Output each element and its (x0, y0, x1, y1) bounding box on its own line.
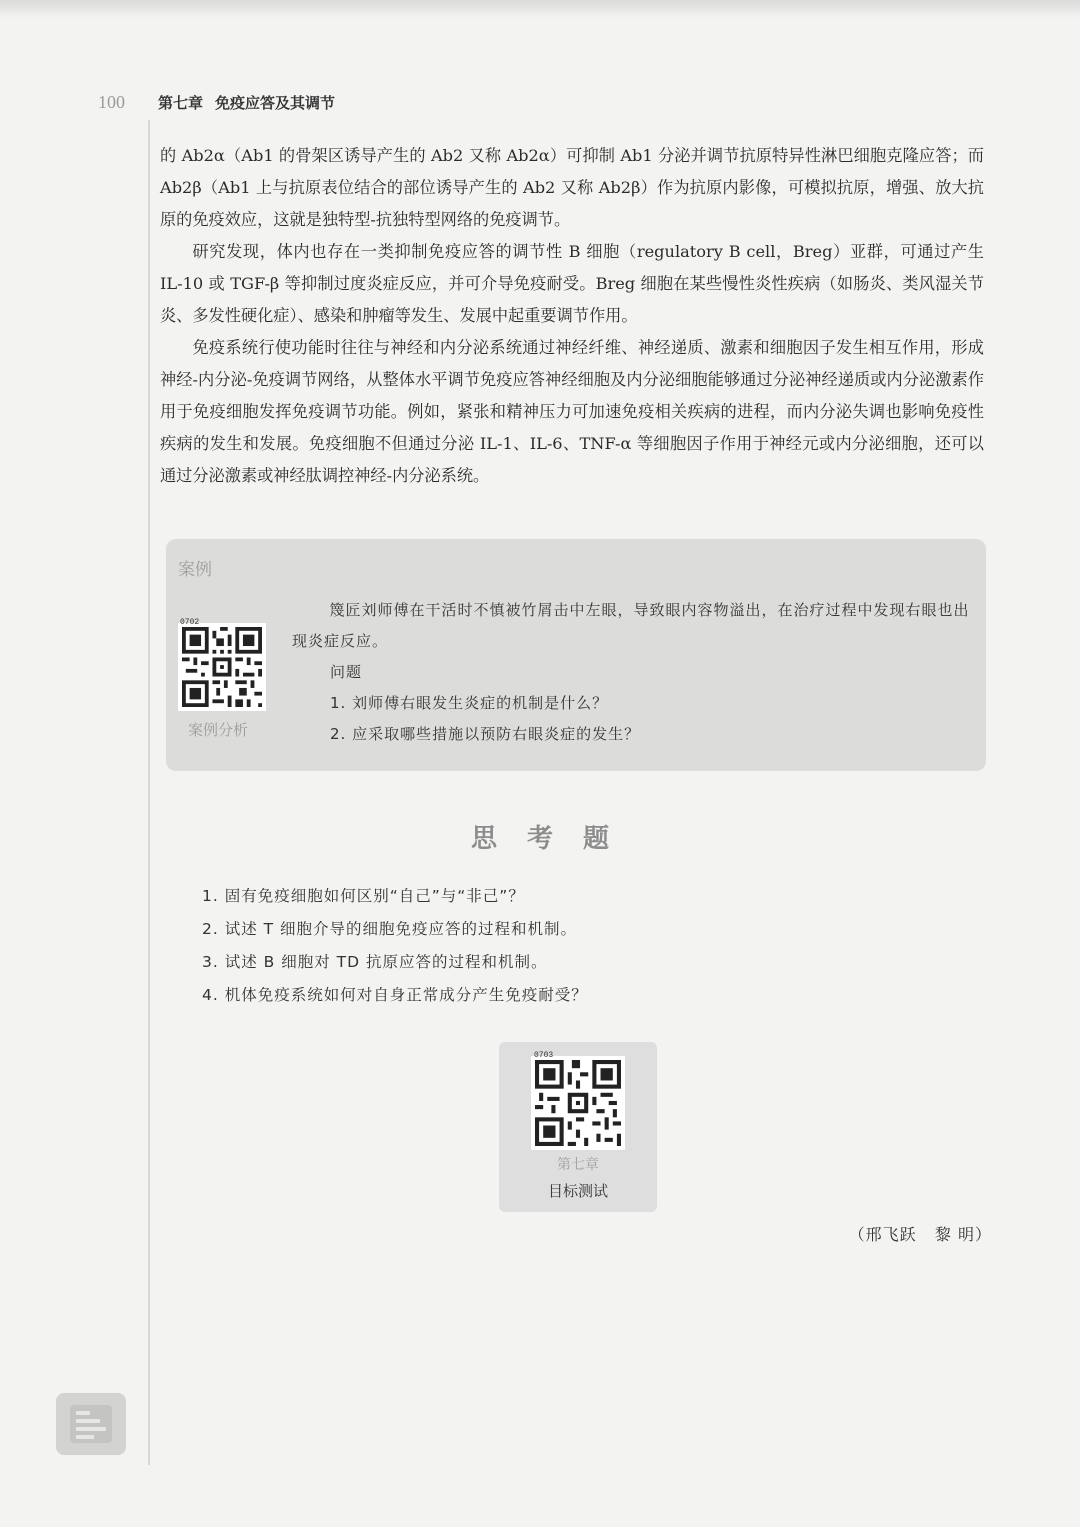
review-question: 4. 机体免疫系统如何对自身正常成分产生免疫耐受？ (202, 986, 588, 1004)
book-logo-icon (66, 1401, 116, 1447)
body-text (160, 140, 984, 492)
running-header (98, 92, 335, 116)
test-caption-chapter: 第七章 (557, 1157, 599, 1173)
review-title: 思考题 (470, 824, 639, 854)
case-box (166, 539, 986, 771)
chapter-test-qr-code[interactable] (531, 1056, 625, 1150)
qr-code-icon (182, 627, 262, 707)
qr-code-icon (535, 1060, 621, 1146)
paragraph: 的 Ab2α（Ab1 的骨架区诱导产生的 Ab2 又称 Ab2α）可抑制 Ab1 分泌并调节抗原特异性淋巴细胞克隆应答；而 Ab2β（Ab1 上与抗原表位结合的部位诱导产生的 Ab2 又称 Ab2β）作为抗原内影像，可模拟抗原，增强、放大抗原的免疫效应，这就是独特型-抗独特型网络的免疫调节。 (160, 146, 984, 229)
case-qr-caption: 案例分析 (188, 721, 249, 739)
case-title: 案例 (178, 560, 212, 580)
chapter-title: 免疫应答及其调节 (215, 94, 336, 112)
case-story: 篾匠刘师傅在干活时不慎被竹屑击中左眼，导致眼内容物溢出，在治疗过程中发现右眼也出现炎症反应。 (292, 601, 970, 650)
case-text (292, 595, 972, 750)
test-caption-title: 目标测试 (547, 1182, 608, 1200)
paragraph: 研究发现，体内也存在一类抑制免疫应答的调节性 B 细胞（regulatory B cell，Breg）亚群，可通过产生 IL-10 或 TGF-β 等抑制过度炎症反应，并可介导免疫耐受。Breg 细胞在某些慢性炎性疾病（如肠炎、类风湿关节炎、多发性硬化症）、感染和肿瘤等发生、发展中起重要调节作用。 (160, 242, 984, 325)
case-question: 1. 刘师傅右眼发生炎症的机制是什么？ (330, 694, 609, 712)
case-question: 2. 应采取哪些措施以预防右眼炎症的发生？ (330, 725, 641, 743)
review-question: 2. 试述 T 细胞介导的细胞免疫应答的过程和机制。 (202, 920, 578, 938)
authors: （邢飞跃 黎 明） (848, 1225, 992, 1244)
qr-code-number: 0702 (180, 618, 200, 627)
review-question: 3. 试述 B 细胞对 TD 抗原应答的过程和机制。 (202, 953, 548, 971)
case-question-heading: 问题 (330, 663, 363, 681)
page-number: 100 (98, 92, 125, 112)
scan-top-edge (0, 0, 1080, 18)
paragraph: 免疫系统行使功能时往往与神经和内分泌系统通过神经纤维、神经递质、激素和细胞因子发生相互作用，形成神经-内分泌-免疫调节网络，从整体水平调节免疫应答神经细胞及内分泌细胞能够通过分泌神经递质或内分泌激素作用于免疫细胞发挥免疫调节功能。例如，紧张和精神压力可加速免疫相关疾病的进程，而内分泌失调也影响免疫性疾病的发生和发展。免疫细胞不但通过分泌 IL-1、IL-6、TNF-α 等细胞因子作用于神经元或内分泌细胞，还可以通过分泌激素或神经肽调控神经-内分泌系统。 (160, 338, 984, 485)
review-questions (202, 880, 588, 1012)
chapter-test-box (499, 1042, 657, 1212)
corner-logo (56, 1393, 126, 1455)
chapter-label: 第七章 (158, 94, 204, 112)
review-question: 1. 固有免疫细胞如何区别“自己”与“非己”？ (202, 887, 525, 905)
chapter-heading (158, 92, 335, 113)
case-qr-code[interactable] (178, 623, 266, 711)
qr-code-number: 0703 (534, 1051, 554, 1060)
margin-rule (148, 120, 150, 1465)
